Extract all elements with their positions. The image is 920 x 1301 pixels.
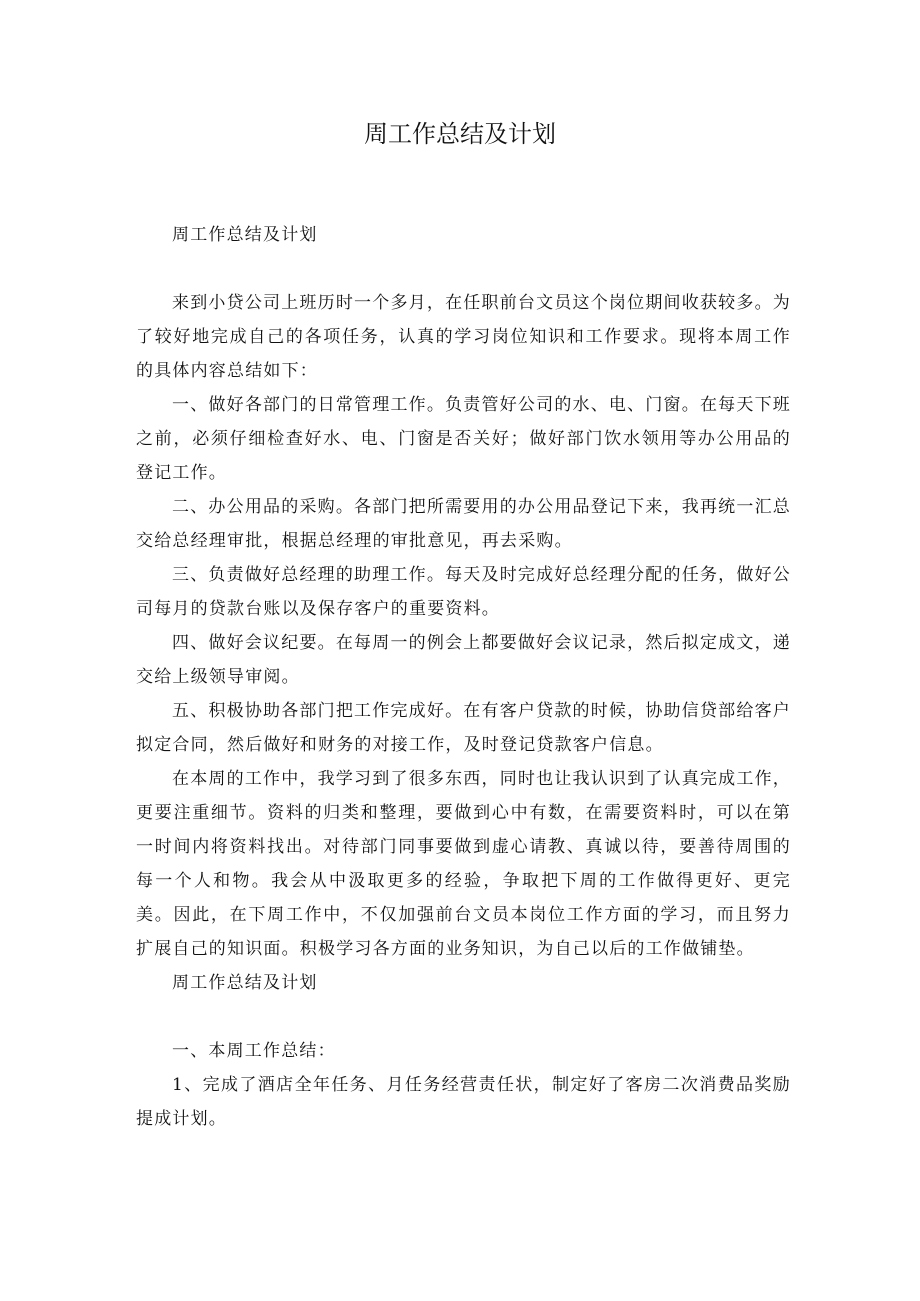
section-heading-2: 周工作总结及计划 xyxy=(172,973,318,993)
list-item-1: 1、完成了酒店全年任务、月任务经营责任状，制定好了客房二次消费品奖励提成计划。 xyxy=(136,1075,791,1129)
section-heading: 周工作总结及计划 xyxy=(172,225,318,245)
item-paragraph-4: 四、做好会议纪要。在每周一的例会上都要做好会议记录，然后拟定成文，递交给上级领导审阅。 xyxy=(136,633,791,687)
item-paragraph-3: 三、负责做好总经理的助理工作。每天及时完成好总经理分配的任务，做好公司每月的贷款台账以及保存客户的重要资料。 xyxy=(136,565,791,619)
item-paragraph-5: 五、积极协助各部门把工作完成好。在有客户贷款的时候，协助信贷部给客户拟定合同，然后做好和财务的对接工作，及时登记贷款客户信息。 xyxy=(136,701,791,755)
blank-line xyxy=(136,252,791,286)
summary-paragraph: 在本周的工作中，我学习到了很多东西，同时也让我认识到了认真完成工作，更要注重细节。资料的归类和整理，要做到心中有数，在需要资料时，可以在第一时间内将资料找出。对待部门同事要做到虚心请教、真诚以待，要善待周围的每一个人和物。我会从中汲取更多的经验，争取把下周的工作做得更好、更完美。因此，在下周工作中，不仅加强前台文员本岗位工作方面的学习，而且努力扩展自己的知识面。积极学习各方面的业务知识，为自己以后的工作做铺垫。 xyxy=(136,769,791,959)
document-body xyxy=(136,218,791,1136)
item-paragraph-2: 二、办公用品的采购。各部门把所需要用的办公用品登记下来，我再统一汇总交给总经理审批，根据总经理的审批意见，再去采购。 xyxy=(136,497,791,551)
blank-line-2 xyxy=(136,1000,791,1034)
document-title: 周工作总结及计划 xyxy=(364,120,556,148)
item-paragraph-1: 一、做好各部门的日常管理工作。负责管好公司的水、电、门窗。在每天下班之前，必须仔细检查好水、电、门窗是否关好；做好部门饮水领用等办公用品的登记工作。 xyxy=(136,395,791,483)
intro-paragraph: 来到小贷公司上班历时一个多月，在任职前台文员这个岗位期间收获较多。为了较好地完成自己的各项任务，认真的学习岗位知识和工作要求。现将本周工作的具体内容总结如下： xyxy=(136,293,791,381)
subsection-heading: 一、本周工作总结： xyxy=(172,1041,336,1061)
